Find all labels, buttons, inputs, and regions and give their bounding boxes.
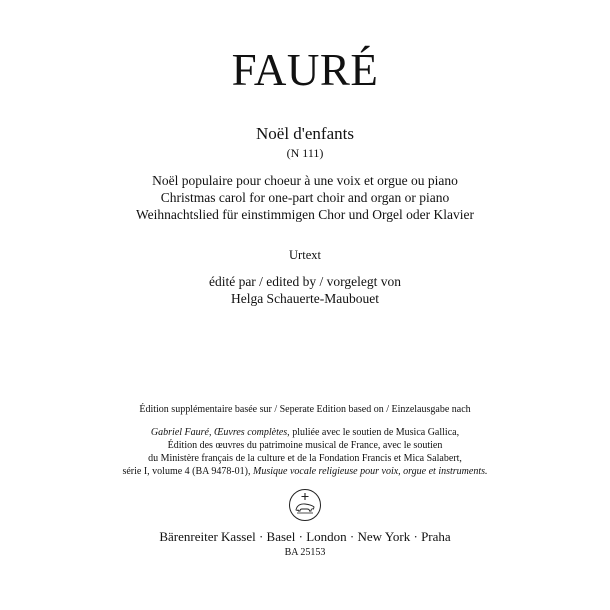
- source-line-3: du Ministère français de la culture et de la Fondation Francis et Mica Salabert,: [148, 453, 462, 464]
- source-volume: série I, volume 4 (BA 9478-01),: [122, 466, 254, 477]
- edited-by-label: édité par / edited by / vorgelegt von: [208, 274, 402, 289]
- editor-name: Helga Schauerte-Maubouet: [230, 291, 380, 306]
- subtitle-german: Weihnachtslied für einstimmigen Chor und Orgel oder Klavier: [136, 207, 474, 222]
- baerenreiter-bear-seal-icon: [288, 488, 322, 522]
- subtitle-french: Noël populaire pour choeur à une voix et orgue ou piano: [152, 173, 458, 188]
- source-line-4: [0, 467, 610, 477]
- work-title: Noël d'enfants: [256, 124, 354, 143]
- source-line-1: [0, 428, 610, 438]
- catalog-number: (N 111): [286, 146, 324, 160]
- source-line-2: Édition des œuvres du patrimoine musical de France, avec le soutien: [167, 440, 443, 451]
- subtitle-english: Christmas carol for one-part choir and organ or piano: [160, 190, 450, 205]
- source-volume-title: Musique vocale religieuse pour voix, orgue et instruments.: [253, 466, 488, 477]
- publisher-locations: Bärenreiter Kassel · Basel · London · New York · Praha: [159, 529, 451, 544]
- urtext-label: Urtext: [289, 248, 321, 262]
- source-title: Gabriel Fauré, Œuvres complètes,: [150, 427, 290, 438]
- publisher-catalog-number: BA 25153: [284, 547, 326, 558]
- source-line-1-text: pluliée avec le soutien de Musica Gallica,: [289, 427, 460, 438]
- edition-based-on: Édition supplémentaire basée sur / Seperate Edition based on / Einzelausgabe nach: [139, 404, 471, 415]
- composer-name: FAURÉ: [231, 45, 379, 95]
